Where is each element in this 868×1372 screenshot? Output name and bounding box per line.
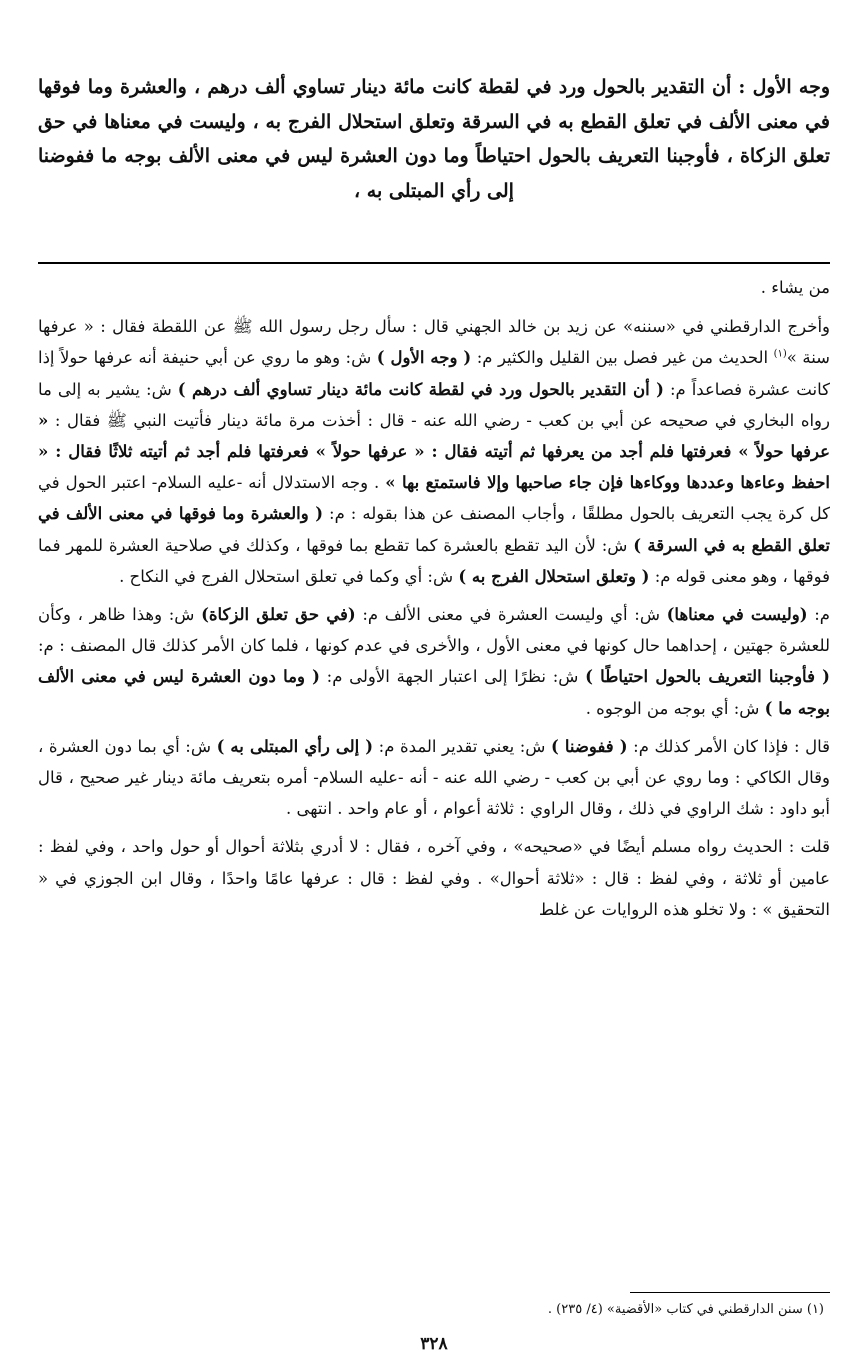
sharh-paragraph-4: [38, 831, 830, 925]
matn-quote: (وليست في معناها): [666, 605, 808, 625]
matn-quote: ( أن التقدير بالحول ورد في لقطة كانت مائة دينار تساوي ألف درهم ): [177, 379, 664, 399]
sharh-text: ش: أي وكما في تعلق استحلال الفرج في النكاح .: [119, 566, 459, 586]
matn-quote: ( وما دون العشرة ليس في معنى الألف بوجه ما ): [38, 667, 830, 718]
sharh-text: قال : فإذا كان الأمر كذلك م:: [627, 736, 830, 756]
sharh-text: ش: يعني تقدير المدة م:: [373, 736, 552, 756]
matn-quote: ( فأوجبنا التعريف بالحول احتياطًا ): [585, 667, 830, 687]
sharh-text: ش: وهذا ظاهر ، وكأن للعشرة جهتين ، إحداهما حال كونها في معنى الأول ، والأخرى في عدم كونها ، فلما كان الأمر كذلك قال المصنف : م:: [38, 605, 830, 656]
sharh-text: ش: لأن اليد تقطع بالعشرة كما تقطع بما فوقها ، وكذلك في صلاحية العشرة للمهر فما فوقها ، وهو معنى قوله م:: [38, 535, 830, 586]
footnote: (١) سنن الدارقطني في كتاب «الأقضية» (٤/ ٢٣٥) .: [547, 1302, 824, 1317]
sharh-paragraph-3: [38, 731, 830, 825]
sharh-text: ش: يشير به إلى ما رواه البخاري في صحيحه عن أبي بن كعب - رضي الله عنه - قال : أخذت مرة مائة دينار فأتيت النبي ﷺ فقال :: [38, 379, 830, 430]
sharh-paragraph-2: [38, 599, 830, 724]
footnote-marker: (١): [773, 348, 787, 360]
matn-quote: ( إلى رأي المبتلى به ): [216, 736, 374, 756]
sharh-text: م:: [807, 605, 831, 625]
sharh-text: ش: أي بما دون العشرة ، وقال الكاكي : وما روي عن أبي بن كعب - رضي الله عنه - أنه -عليه السلام- أمره بتعريف مائة دينار غير صحيح ، قال أبو داود : شك الراوي في ذلك ، وقال الراوي : ثلاثة أعوام ، أو عام واحد . انتهى .: [38, 736, 830, 819]
sharh-text: ش: أي بوجه من الوجوه .: [585, 698, 765, 718]
sharh-text: ش: أي وليست العشرة في معنى الألف م:: [355, 605, 667, 625]
footnote-divider: [630, 1292, 830, 1293]
matn-quote: ( وتعلق استحلال الفرج به ): [458, 566, 650, 586]
sharh-commentary: [38, 272, 830, 932]
sharh-text: ش: وهو ما روي عن أبي حنيفة أنه عرفها حولاً إذا كانت عشرة فصاعداً م:: [38, 348, 830, 399]
sharh-text: ش: نظرًا إلى اعتبار الجهة الأولى م:: [319, 667, 586, 687]
sharh-text: قلت : الحديث رواه مسلم أيضًا في «صحيحه» ، وفي آخره ، فقال : لا أدري بثلاثة أحوال أو حول واحد ، وفي لفظ : عامين أو ثلاثة ، وفي لفظ : قال : «ثلاثة أحوال» . وفي لفظ : قال : عرفها عامًا واحدًا ، وقال ابن الجوزي في « التحقيق » : ولا تخلو هذه الروايات عن غلط: [38, 837, 830, 919]
hadith-quote: « عرفها حولاً » فعرفتها فلم أجد من يعرفها ثم أتيته فقال : « عرفها حولاً » فعرفتها فلم أجد ثم أتيته ثلاثًا فقال : « احفظ وعاءها وعددها ووكاءها فإن جاء صاحبها وإلا فاستمتع بها »: [38, 410, 830, 493]
matn-quote: ( والعشرة وما فوقها في معنى الألف في تعلق القطع به في السرقة ): [38, 504, 830, 555]
sharh-text: الحديث من غير فصل بين القليل والكثير م:: [471, 348, 774, 368]
sharh-text: وأخرج الدارقطني في «سننه» عن زيد بن خالد الجهني قال : سأل رجل رسول الله ﷺ عن اللقطة فقال : « عرفها سنة »: [38, 317, 831, 368]
matn-quote: ( وجه الأول ): [376, 348, 472, 368]
matn-quote: ( ففوضنا ): [551, 736, 628, 756]
sharh-paragraph-1: [38, 311, 830, 592]
sharh-text: . وجه الاستدلال أنه -عليه السلام- اعتبر الحول في كل كرة يجب التعريف بالحول مطلقًا ، وأجاب المصنف عن هذا بقوله : م:: [38, 473, 830, 524]
matn-quote: (في حق تعلق الزكاة): [201, 605, 356, 625]
matn-text: وجه الأول : أن التقدير بالحول ورد في لقطة كانت مائة دينار تساوي ألف درهم ، والعشرة وما فوقها في معنى الألف في تعلق القطع به في السرقة وتعلق استحلال الفرج به ، وليست في معناها في حق تعلق الزكاة ، فأوجبنا التعريف بالحول احتياطاً وما دون العشرة ليس في معنى الألف بوجه ما ففوضنا إلى رأي المبتلى به ،: [38, 76, 830, 202]
sharh-paragraph-0: من يشاء .: [760, 278, 830, 297]
matn-divider: [38, 262, 830, 264]
page-number: ٣٢٨: [420, 1334, 448, 1354]
